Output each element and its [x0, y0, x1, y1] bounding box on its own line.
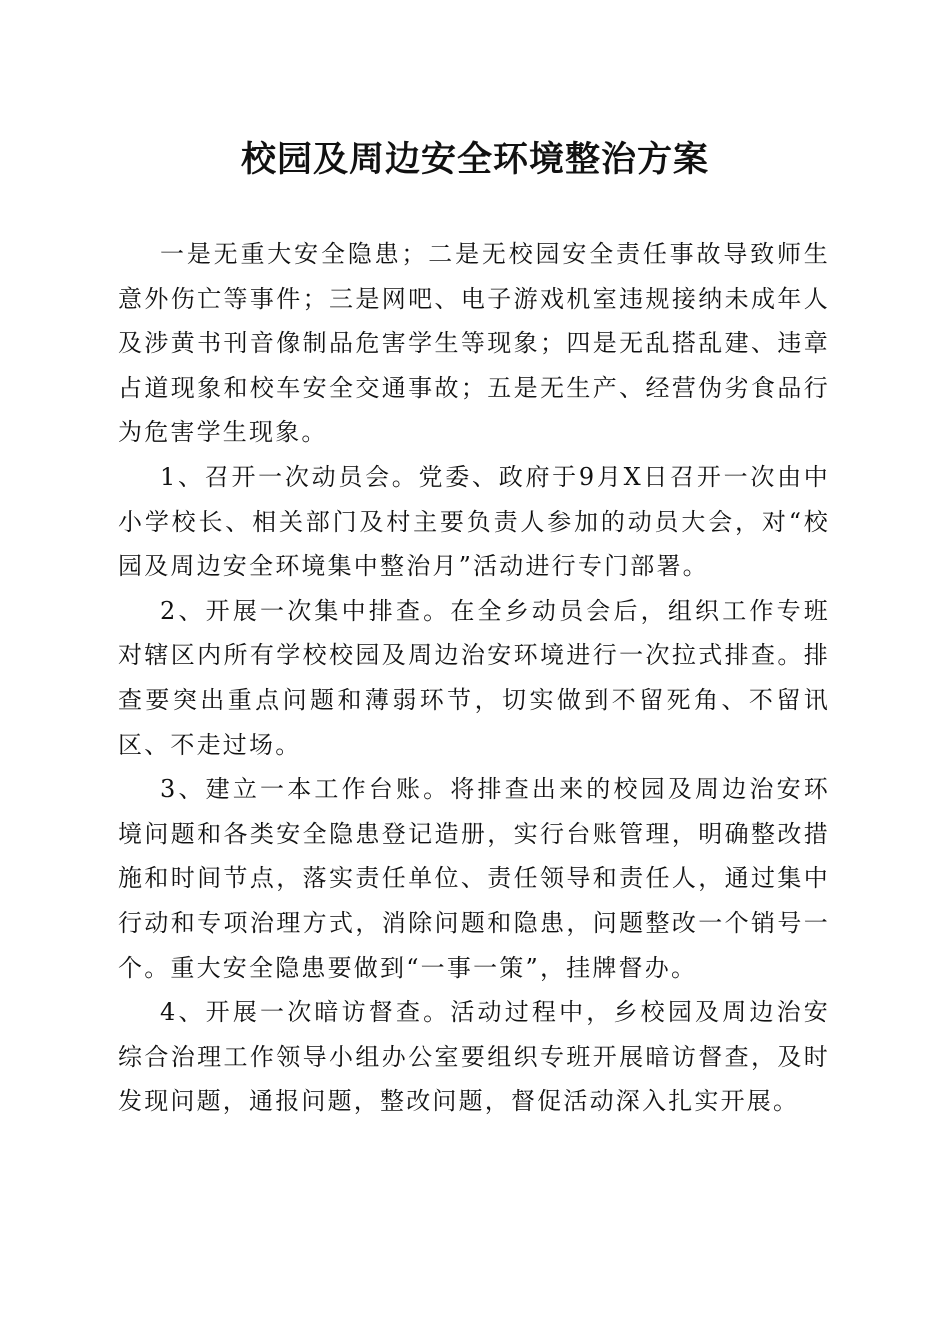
- paragraph-mobilization-meeting: 1、召开一次动员会。党委、政府于9月X日召开一次由中小学校长、相关部门及村主要负责人参加的动员大会，对“校园及周边安全环境集中整治月”活动进行专门部署。: [118, 462, 830, 581]
- paragraph-work-ledger: 3、建立一本工作台账。将排查出来的校园及周边治安环境问题和各类安全隐患登记造册，实行台账管理，明确整改措施和时间节点，落实责任单位、责任领导和责任人，通过集中行动和专项治理方式，消除问题和隐患，问题整改一个销号一个。重大安全隐患要做到“一事一策”，挂牌督办。: [118, 775, 830, 982]
- document-body: [118, 232, 830, 1124]
- paragraph-safety-goals: 一是无重大安全隐患；二是无校园安全责任事故导致师生意外伤亡等事件；三是网吧、电子游戏机室违规接纳未成年人及涉黄书刊音像制品危害学生等现象；四是无乱搭乱建、违章占道现象和校车安全交通事故；五是无生产、经营伪劣食品行为危害学生现象。: [118, 240, 830, 447]
- paragraph-unannounced-inspection: 4、开展一次暗访督查。活动过程中，乡校园及周边治安综合治理工作领导小组办公室要组织专班开展暗访督查，及时发现问题，通报问题，整改问题，督促活动深入扎实开展。: [118, 998, 830, 1116]
- paragraph-centralized-inspection: 2、开展一次集中排查。在全乡动员会后，组织工作专班对辖区内所有学校校园及周边治安环境进行一次拉式排查。排查要突出重点问题和薄弱环节，切实做到不留死角、不留讯区、不走过场。: [118, 596, 830, 759]
- document-title: 校园及周边安全环境整治方案: [240, 139, 709, 180]
